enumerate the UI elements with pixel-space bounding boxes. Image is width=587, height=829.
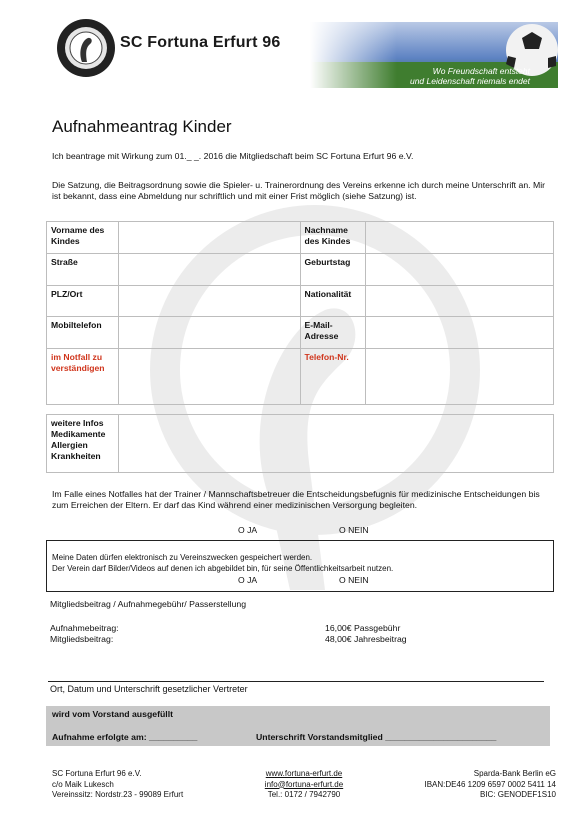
- footer-bic: BIC: GENODEF1S10: [479, 790, 556, 799]
- statute-text: Die Satzung, die Beitragsordnung sowie die Spieler- u. Trainerordnung des Vereins erkenne ich durch meine Unterschrift an. Mir ist bekannt, dass eine Abmeldung nur schriftlich und mit einer Frist möglich (siehe Satzung) ist.: [52, 180, 546, 201]
- header-banner: [310, 22, 558, 88]
- signature-line[interactable]: [48, 681, 544, 682]
- board-heading: wird vom Vorstand ausgefüllt: [52, 709, 173, 719]
- label-notfall: im Notfall zu verständigen: [47, 349, 119, 405]
- input-plz[interactable]: [118, 286, 300, 317]
- fee2-value: 48,00€ Jahresbeitrag: [325, 634, 407, 644]
- footer-email-link[interactable]: info@fortuna-erfurt.de: [264, 779, 344, 789]
- input-nachname[interactable]: [366, 222, 554, 254]
- label-vorname: Vorname des Kindes: [47, 222, 119, 254]
- footer-club: SC Fortuna Erfurt 96 e.V.: [52, 769, 142, 778]
- consent-option-no[interactable]: O NEIN: [339, 575, 369, 585]
- footer-iban: IBAN:DE46 1209 6597 0002 5411 14: [424, 779, 556, 789]
- footer-website-link[interactable]: www.fortuna-erfurt.de: [265, 769, 343, 778]
- label-plz: PLZ/Ort: [47, 286, 119, 317]
- signature-label: Ort, Datum und Unterschrift gesetzlicher Vertreter: [50, 684, 248, 694]
- consent-line-1: Meine Daten dürfen elektronisch zu Vereinszwecken gespeichert werden.: [52, 553, 313, 562]
- emergency-option-yes[interactable]: O JA: [238, 525, 258, 535]
- input-telefon[interactable]: [366, 349, 554, 405]
- fee1-value: 16,00€ Passgebühr: [325, 623, 401, 633]
- input-strasse[interactable]: [118, 254, 300, 286]
- input-notfall[interactable]: [118, 349, 300, 405]
- footer-left: [52, 769, 183, 801]
- input-vorname[interactable]: [118, 222, 300, 254]
- label-infos: weitere Infos Medikamente Allergien Krankheiten: [47, 415, 119, 473]
- input-infos[interactable]: [118, 415, 553, 473]
- slogan-line-2: und Leidenschaft niemals endet: [409, 76, 530, 86]
- form-title: Aufnahmeantrag Kinder: [52, 117, 232, 136]
- slogan-line-1: Wo Freundschaft entsteht: [432, 66, 530, 76]
- fee2-label: Mitgliedsbeitrag:: [50, 634, 114, 644]
- label-geburtstag: Geburtstag: [300, 254, 366, 286]
- banner-slogan: [410, 66, 530, 86]
- footer-right: [380, 769, 556, 801]
- board-accepted-field[interactable]: Aufnahme erfolgte am: __________: [52, 732, 198, 742]
- label-telefon: Telefon-Nr.: [300, 349, 366, 405]
- label-nachname: Nachname des Kindes: [300, 222, 366, 254]
- footer-bank: Sparda-Bank Berlin eG: [473, 769, 556, 778]
- label-email: E-Mail-Adresse: [300, 317, 366, 349]
- fee1-label: Aufnahmebeitrag:: [50, 623, 119, 633]
- label-strasse: Straße: [47, 254, 119, 286]
- label-mobil: Mobiltelefon: [47, 317, 119, 349]
- footer-address: Vereinssitz: Nordstr.23 - 99089 Erfurt: [52, 790, 184, 799]
- input-nationalitaet[interactable]: [366, 286, 554, 317]
- input-mobil[interactable]: [118, 317, 300, 349]
- consent-option-yes[interactable]: O JA: [238, 575, 258, 585]
- footer-phone: Tel.: 0172 / 7942790: [267, 790, 341, 799]
- footer-contact: c/o Maik Lukesch: [52, 779, 114, 789]
- emergency-option-no[interactable]: O NEIN: [339, 525, 369, 535]
- label-nationalitaet: Nationalität: [300, 286, 366, 317]
- board-signature-field[interactable]: Unterschrift Vorstandsmitglied _______________________: [256, 732, 497, 742]
- emergency-text: Im Falle eines Notfalles hat der Trainer / Mannschaftsbetreuer die Entscheidungsbefugnis für medizinische Entscheidungen bis zum Erreichen der Eltern. Er darf das Kind während einer medizinischen Versorgung begleiten.: [52, 489, 540, 510]
- fees-heading: Mitgliedsbeitrag / Aufnahmegebühr/ Passerstellung: [50, 599, 247, 609]
- footer-middle: [258, 769, 350, 801]
- child-data-table: [46, 221, 554, 405]
- club-name: SC Fortuna Erfurt 96: [120, 34, 281, 51]
- intro-text: Ich beantrage mit Wirkung zum 01._ _. 2016 die Mitgliedschaft beim SC Fortuna Erfurt 96 e.V.: [52, 151, 414, 161]
- consent-line-2: Der Verein darf Bilder/Videos auf denen ich abgebildet bin, für seine Öffentlichkeitsarbeit nutzen.: [52, 564, 394, 573]
- input-geburtstag[interactable]: [366, 254, 554, 286]
- input-email[interactable]: [366, 317, 554, 349]
- club-logo-icon: [56, 18, 116, 78]
- info-table: [46, 414, 554, 473]
